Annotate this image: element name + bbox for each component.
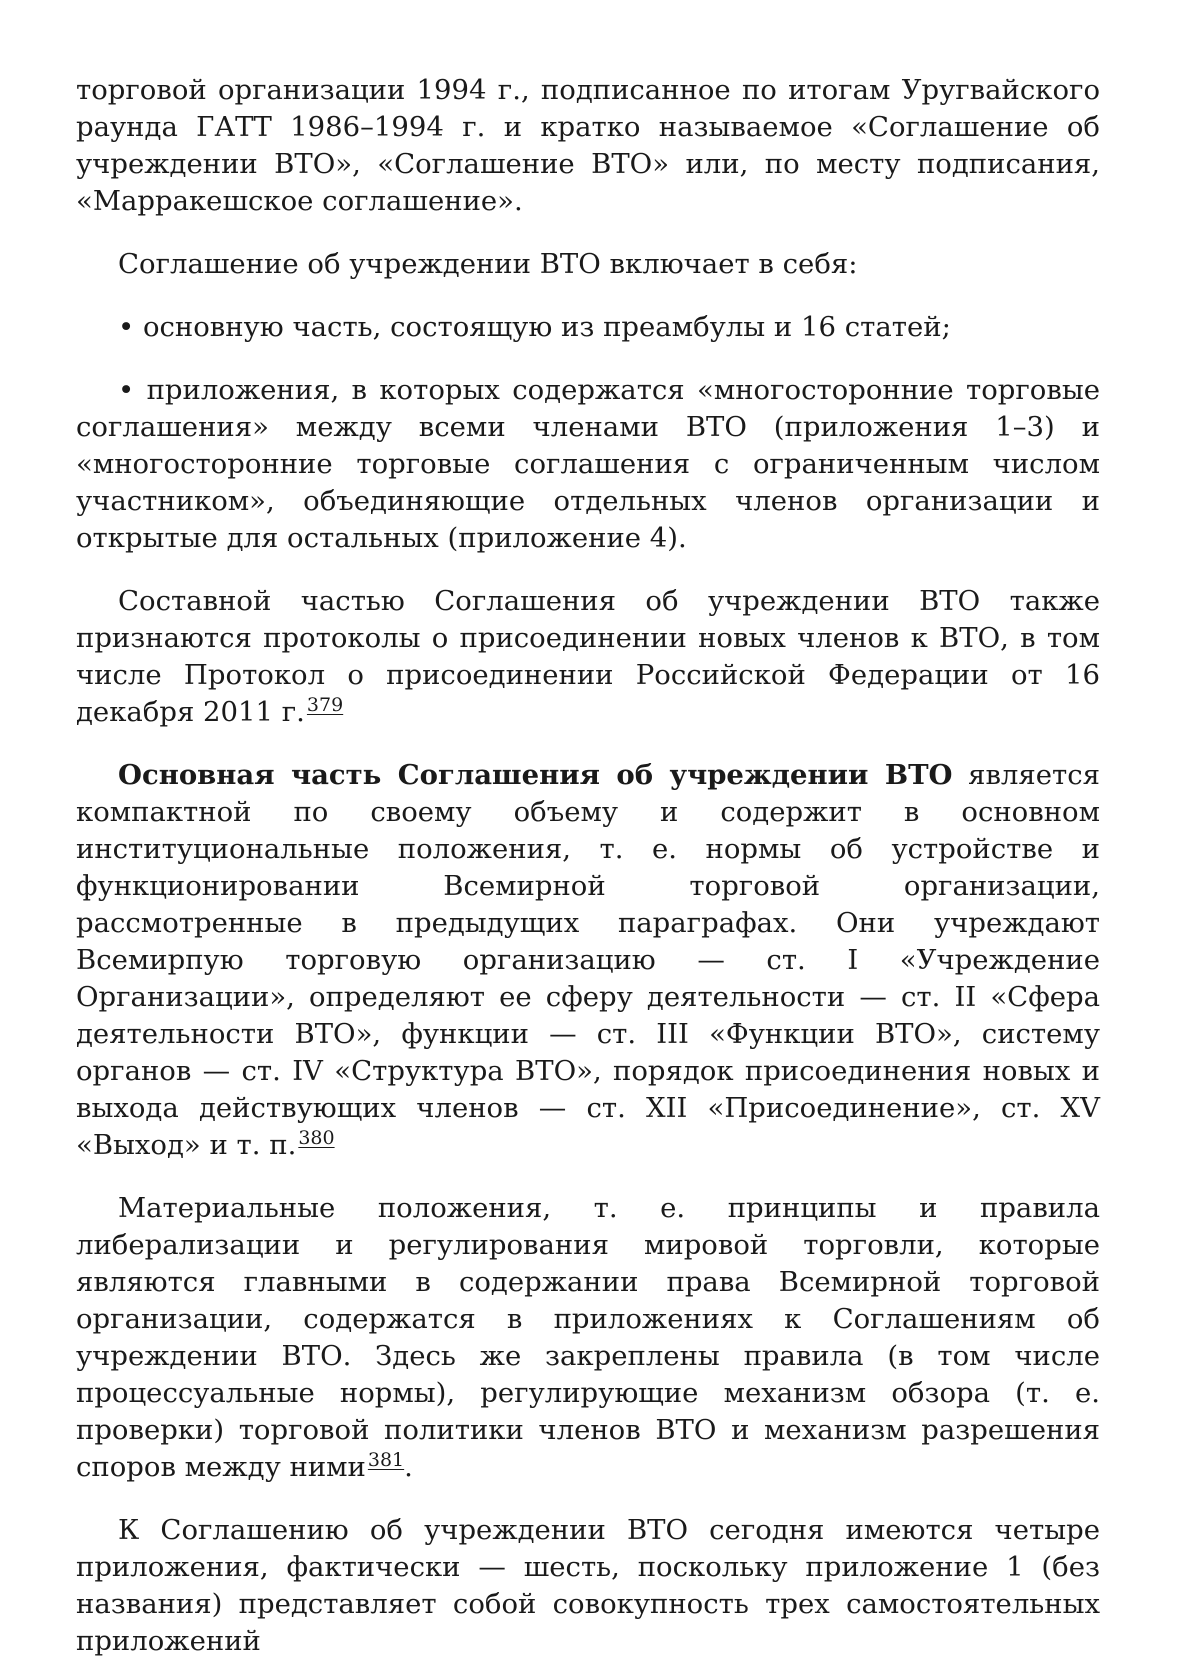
paragraph-material-provisions (76, 1190, 1100, 1486)
paragraph-end: . (404, 1451, 413, 1483)
list-item-main-part: • основную часть, состоящую из преамбулы и 16 статей; (118, 311, 951, 343)
paragraph-text: Материальные положения, т. е. принципы и правила либерализации и регулирования мировой торговли, которые являются главными в содержании права Всемирной торговой организации, содержатся в приложениях к Соглашениям об учреждении ВТО. Здесь же закреплены правила (в том числе процессуальные нормы), регулирующие механизм обзора (т. е. проверки) торговой политики членов ВТО и механизм разрешения споров между ними (76, 1192, 1100, 1483)
footnote-ref-379[interactable]: 379 (306, 694, 344, 716)
paragraph-main-part (76, 757, 1100, 1164)
paragraph-continuation: торговой организации 1994 г., подписанное по итогам Уругвайского раунда ГАТТ 1986–1994 г. и кратко называемое «Соглашение об учреждении ВТО», «Соглашение ВТО» или, по месту подписания, «Марракешское соглашение». (76, 74, 1100, 217)
footnote-ref-381[interactable]: 381 (367, 1449, 405, 1471)
paragraph-text: является компактной по своему объему и содержит в основном институциональные положения, т. е. нормы об устройстве и функционировании Всемирной торговой организации, рассмотренные в предыдущих параграфах. Они учреждают Всемирпую торговую организацию — ст. I «Учреждение Организации», определяют ее сферу деятельности — ст. II «Сфера деятельности ВТО», функции — ст. III «Функции ВТО», систему органов — ст. IV «Структура ВТО», порядок присоединения новых и выхода действующих членов — ст. XII «Присоединение», ст. XV «Выход» и т. п. (76, 759, 1100, 1161)
paragraph-text: Составной частью Соглашения об учреждении ВТО также признаются протоколы о присоединении новых членов к ВТО, в том числе Протокол о присоединении Российской Федерации от 16 декабря 2011 г. (76, 585, 1100, 728)
list-item-annexes: • приложения, в которых содержатся «многосторонние торговые соглашения» между всеми членами ВТО (приложения 1–3) и «многосторонние торговые соглашения с ограниченным числом участником», объединяющие отдельных членов организации и открытые для остальных (приложение 4). (76, 374, 1100, 554)
bold-term: Основная часть Соглашения об учреждении ВТО (118, 759, 953, 791)
paragraph-annexes-count: К Соглашению об учреждении ВТО сегодня имеются четыре приложения, фактически — шесть, поскольку приложение 1 (без названия) представляет собой совокупность трех самостоятельных приложений (76, 1514, 1100, 1657)
footnote-ref-380[interactable]: 380 (298, 1127, 335, 1149)
paragraph-wto-agreement-includes: Соглашение об учреждении ВТО включает в себя: (118, 248, 858, 280)
paragraph-accession-protocols (76, 583, 1100, 731)
